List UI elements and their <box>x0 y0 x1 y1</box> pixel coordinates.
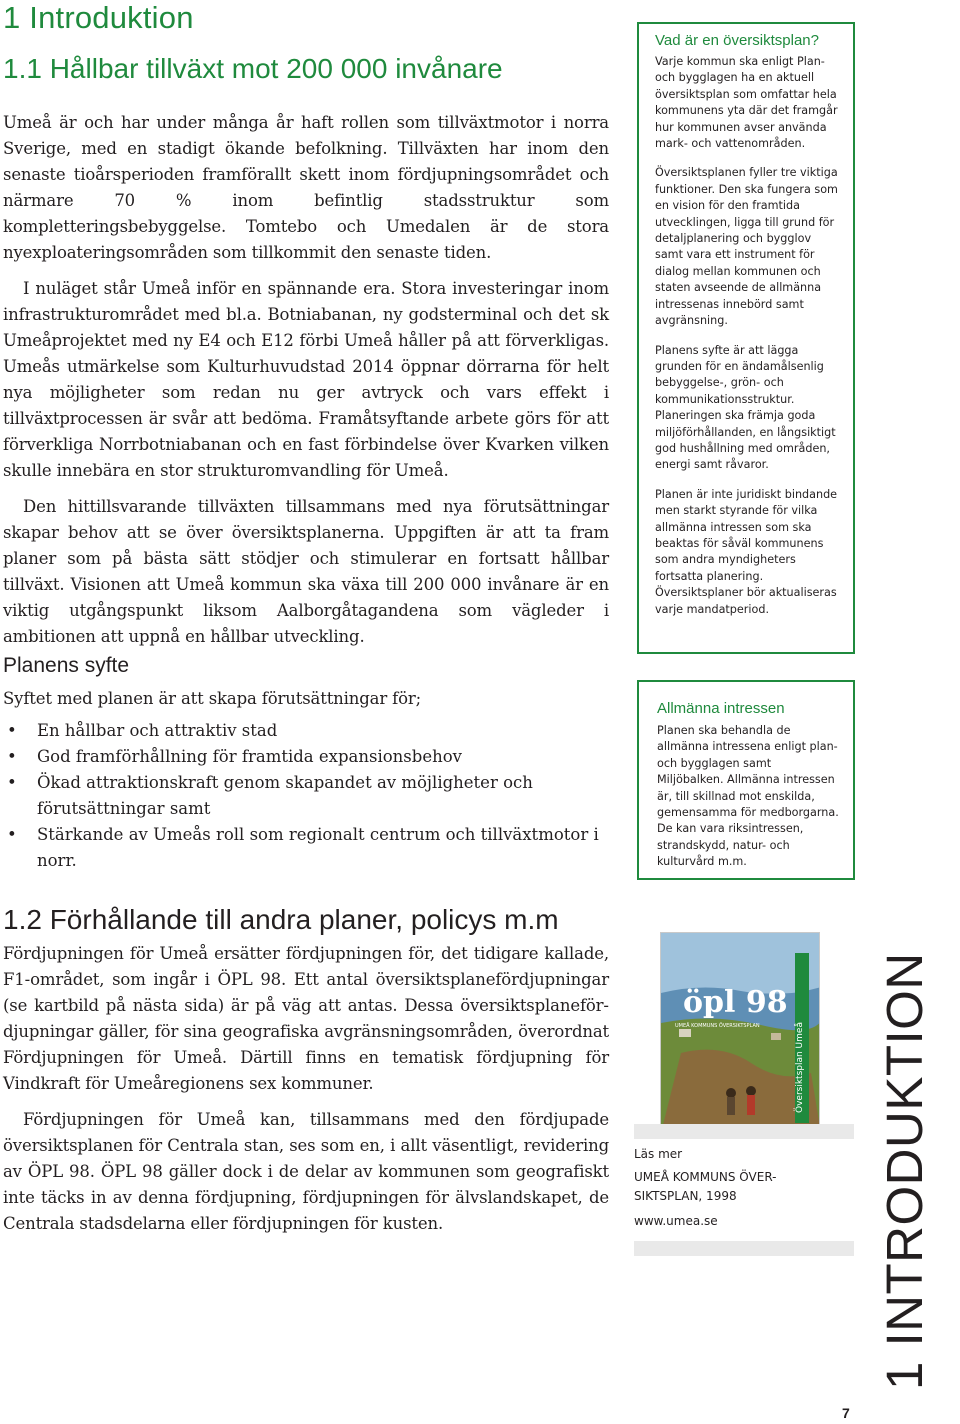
info-box-heading: Allmänna intressen <box>657 700 785 717</box>
bullet-icon: • <box>7 825 17 844</box>
book-cover-title: öpl 98 <box>683 985 788 1020</box>
read-more-link[interactable]: www.umea.se <box>634 1214 718 1228</box>
info-box-oversiktsplan <box>637 22 855 654</box>
side-chapter-tab: 1 INTRODUKTION <box>876 952 933 1390</box>
paragraph: Fördjupningen för Umeå ersätter fördjupningen för, det tidigare kallade, F1-området, som ingår i ÖPL 98. Ett antal översiktsplanefördjupningar (se kartbild på nästa sida) är på väg att antas. Dessa översiktsplanefördjupningar gäller, för sina geografiska avgränsningsområden, överordnat Fördjupningen för Umeå. Därtill finns en tematisk fördjupning för Vindkraft för Umeåregionens sex kommuner. <box>3 944 609 1093</box>
paragraph: I nuläget står Umeå inför en spännande era. Stora investeringar inom infrastrukturområdet med bl.a. Botniabanan, ny godsterminal och det sk Umeåprojektet med ny E4 och E12 förbi Umeå håller på att förverkligas. Umeås utmärkelse som Kulturhuvudstad 2014 öppnar dörrarna för helt nya möjligheter som redan nu ger avtryck och vars effekt i tillväxtprocessen är svår att bedöma. Framåtsyftande arbete görs för att förverkliga Norrbotniabanan och en fast förbindelse över Kvarken vilken skulle innebära en stor strukturomvandling för Umeå. <box>3 279 609 480</box>
book-cover-image <box>660 932 820 1132</box>
read-more-top-bar <box>634 1124 854 1139</box>
info-box-text: Planens syfte är att lägga grunden för en ändamålsenlig bebyggelse-, grön- och kommunikationsstruktur. Planeringen ska främja goda miljöförhållanden, en långsiktigt god hushållning med områden, energi samt råvaror. <box>655 343 836 472</box>
list-item-text: God framförhållning för framtida expansionsbehov <box>37 747 462 766</box>
book-cover-caption: UMEÅ KOMMUNS ÖVERSIKTSPLAN <box>675 1023 760 1029</box>
book-cover-subtitle: Översiktsplan Umeå <box>795 1022 805 1113</box>
list-item <box>3 770 609 822</box>
planens-syfte-intro: Syftet med planen är att skapa förutsättningar för; <box>3 689 422 708</box>
read-more-title-line: SIKTSPLAN, 1998 <box>634 1189 737 1203</box>
planens-syfte-heading: Planens syfte <box>3 654 130 677</box>
purpose-list <box>3 718 609 874</box>
paragraph: Umeå är och har under många år haft rollen som tillväxtmotor i norra Sverige, med en stadigt ökande befolkning. Tillväxten har inom den senaste tioårsperioden framförallt skett inom fördjupningsområdet och närmare 70 % inom befintlig stadsstruktur som kompletteringsbebyggelse. Tomtebo och Umedalen är de stora nyexploateringsområden som tillkommit den senaste tiden. <box>3 113 609 262</box>
paragraph: Den hittillsvarande tillväxten tillsammans med nya förutsättningar skapar behov att se över översiktsplanerna. Uppgiften är att ta fram planer som på bästa sätt stödjer och stimulerar en fortsatt hållbar tillväxt. Visionen att Umeå kommun ska växa till 200 000 invånare är en viktig utgångspunkt liksom Aalborgåtagandena som vägleder i ambitionen att uppnå en hållbar utveckling. <box>3 497 609 646</box>
section-heading-1-2: 1.2 Förhållande till andra planer, policys m.m <box>3 904 559 935</box>
bullet-icon: • <box>7 747 17 766</box>
list-item <box>3 822 609 874</box>
section-1-2-body <box>3 941 609 1237</box>
read-more-bottom-bar <box>634 1241 854 1256</box>
section-1-1-body <box>3 110 609 650</box>
info-box-heading: Vad är en översiktsplan? <box>655 32 819 49</box>
bullet-icon: • <box>7 721 17 740</box>
planens-syfte-body <box>3 686 609 874</box>
list-item-text: Ökad attraktionskraft genom skapandet av möjligheter och förutsättningar samt <box>37 773 533 818</box>
read-more-title <box>634 1168 854 1206</box>
paragraph: Fördjupningen för Umeå kan, tillsammans med den fördjupade översiktsplanen för Centrala stan, ses som en, i allt väsentligt, revidering av ÖPL 98. ÖPL 98 gäller dock i de delar av kommunen som geografiskt inte täcks in av denna fördjupning, fördjupningen för älvslandskapet, de Centrala stadsdelarna eller fördjupningen för kusten. <box>3 1110 609 1233</box>
bullet-icon: • <box>7 773 17 792</box>
list-item <box>3 744 609 770</box>
info-box-allmanna-intressen <box>637 680 855 880</box>
info-box-text: Översiktsplanen fyller tre viktiga funktioner. Den ska fungera som en vision för den framtida utvecklingen, ligga till grund för detaljplanering och bygglov samt vara ett instrument för dialog mellan kommunen och staten avseende de allmänna intressenas innebörd samt avgränsning. <box>655 166 838 328</box>
page-number: 7 <box>842 1405 850 1421</box>
list-item <box>3 718 609 744</box>
section-heading-1-1: 1.1 Hållbar tillväxt mot 200 000 invånare <box>3 53 503 84</box>
list-item-text: En hållbar och attraktiv stad <box>37 721 278 740</box>
list-item-text: Stärkande av Umeås roll som regionalt centrum och tillväxtmotor i norr. <box>37 825 599 870</box>
chapter-title: 1 Introduktion <box>3 0 194 35</box>
read-more-label: Läs mer <box>634 1147 683 1161</box>
info-box-text: Varje kommun ska enligt Plan- och bygglagen ha en aktuell översiktsplan som omfattar hela kommunens yta där det framgår hur kommunen avser använda mark- och vattenområden. <box>655 55 838 151</box>
read-more <box>634 1146 854 1228</box>
info-box-text: Planen är inte juridiskt bindande men starkt styrande för vilka allmänna intressen som ska beaktas för såväl kommunens som andra myndigheters fortsatta planering. Översiktsplaner bör aktualiseras varje mandatperiod. <box>655 487 838 616</box>
read-more-title-line: UMEÅ KOMMUNS ÖVER- <box>634 1170 777 1184</box>
info-box-text: Planen ska behandla de allmänna intressena enligt plan- och bygglagen samt Miljöbalken. Allmänna intressen är, till skillnad mot enskilda, gemensamma för medborgarna. De kan vara riksintressen, strandskydd, natur- och kulturvård m.m. <box>657 724 839 869</box>
